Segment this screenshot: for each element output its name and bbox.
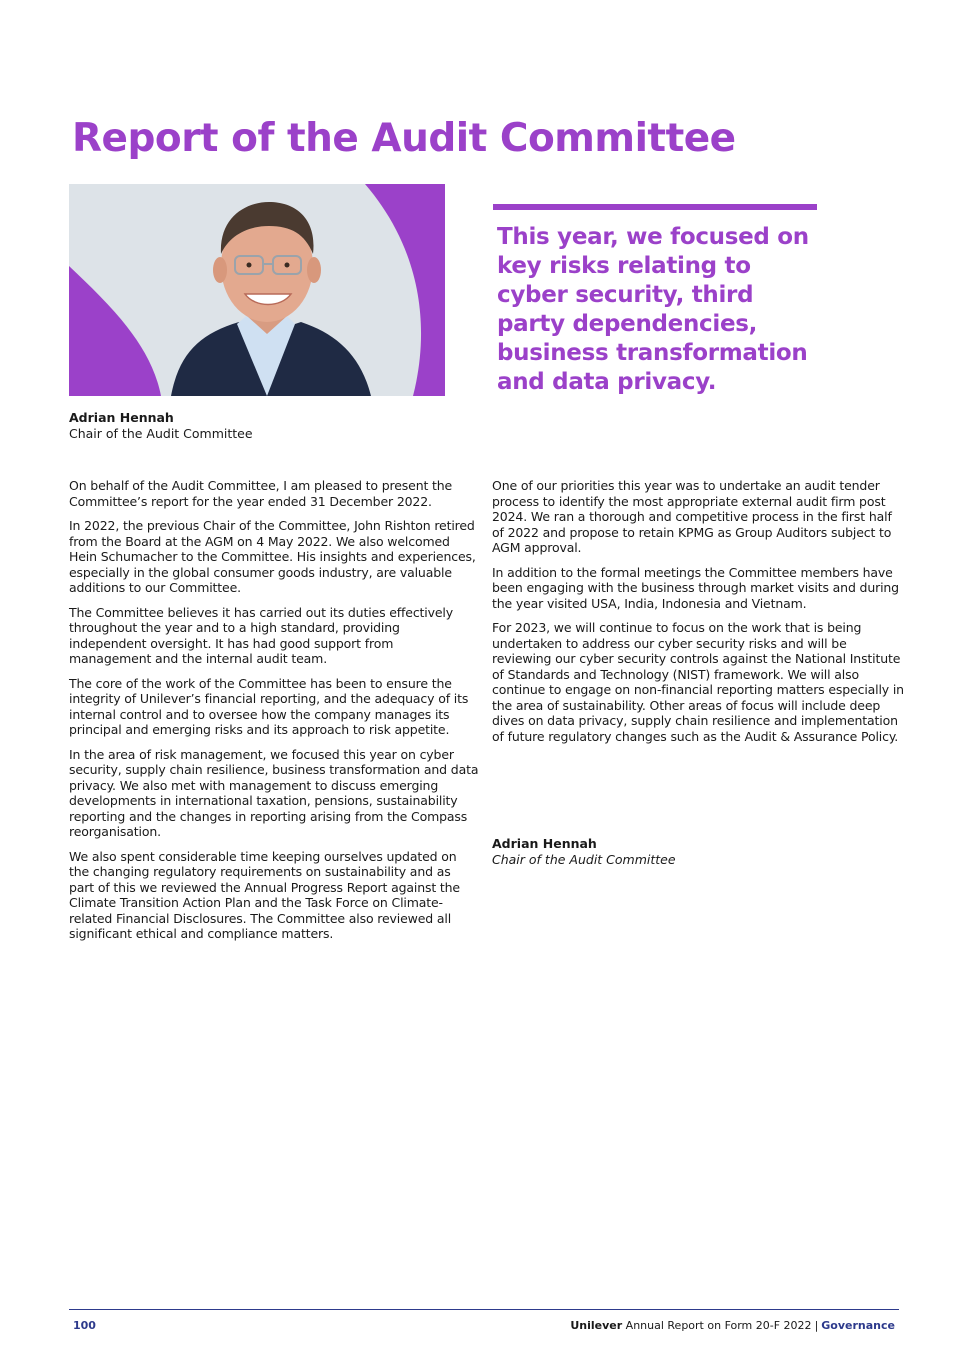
portrait-photo: [69, 184, 445, 396]
signature-block: [492, 836, 676, 868]
page-title: Report of the Audit Committee: [72, 116, 736, 161]
paragraph: The core of the work of the Committee has been to ensure the integrity of Unilever’s financial reporting, and the adequacy of its internal control and to oversee how the company manages its principal and emerging risks and its approach to risk appetite.: [69, 675, 469, 737]
page-number: 100: [73, 1319, 96, 1332]
signature-name: Adrian Hennah: [492, 836, 597, 851]
paragraph: In addition to the formal meetings the Committee members have been engaging with the business through market visits and during the year visited USA, India, Indonesia and Vietnam.: [492, 564, 899, 611]
right-column: [492, 478, 904, 753]
pull-quote-rule: [493, 204, 817, 210]
footer-brand: Unilever: [570, 1319, 623, 1332]
signature-role: Chair of the Audit Committee: [492, 852, 676, 867]
paragraph: One of our priorities this year was to undertake an audit tender process to identify the most appropriate external audit firm post 2024. We ran a thorough and competitive process in the first half of 2022 and propose to retain KPMG as Group Auditors subject to AGM approval.: [492, 478, 892, 555]
caption-name: Adrian Hennah: [69, 410, 174, 425]
pull-quote: This year, we focused on key risks relating to cyber security, third party dependencies, business transformation and data privacy.: [497, 224, 809, 395]
caption-role: Chair of the Audit Committee: [69, 426, 253, 441]
paragraph: In the area of risk management, we focused this year on cyber security, supply chain resilience, business transformation and data privacy. We also met with management to discuss emerging developments in international taxation, pensions, sustainability reporting and the changes in reporting arising from the Compass reorganisation.: [69, 746, 479, 839]
paragraph: For 2023, we will continue to focus on the work that is being undertaken to address our cyber security risks and will be reviewing our cyber security controls against the National Institute of Standards and Technology (NIST) framework. We will also continue to engage on non-financial reporting matters especially in the area of sustainability. Other areas of focus will include deep dives on data privacy, supply chain resilience and implementation of future regulatory changes such as the Audit & Assurance Policy.: [492, 620, 904, 744]
footer-section-link[interactable]: Governance: [821, 1319, 895, 1332]
paragraph: On behalf of the Audit Committee, I am pleased to present the Committee’s report for the year ended 31 December 2022.: [69, 478, 453, 509]
footer-report-title: [570, 1319, 895, 1332]
paragraph: The Committee believes it has carried out its duties effectively throughout the year and to a high standard, providing independent oversight. It has had good support from management and the internal audit team.: [69, 604, 453, 666]
paragraph: We also spent considerable time keeping ourselves updated on the changing regulatory requirements on sustainability and as part of this we reviewed the Annual Progress Report against the Climate Transition Action Plan and the Task Force on Climate-related Financial Disclosures. The Committee also reviewed all significant ethical and compliance matters.: [69, 848, 460, 941]
footer-title: Annual Report on Form 20-F 2022: [625, 1319, 812, 1332]
footer-separator: |: [814, 1319, 819, 1332]
portrait-caption: [69, 410, 253, 442]
footer-rule: [69, 1309, 899, 1310]
left-column: [69, 478, 479, 951]
paragraph: In 2022, the previous Chair of the Committee, John Rishton retired from the Board at the AGM on 4 May 2022. We also welcomed Hein Schumacher to the Committee. His insights and experiences, especially in the global consumer goods industry, are valuable additions to our Committee.: [69, 518, 476, 595]
